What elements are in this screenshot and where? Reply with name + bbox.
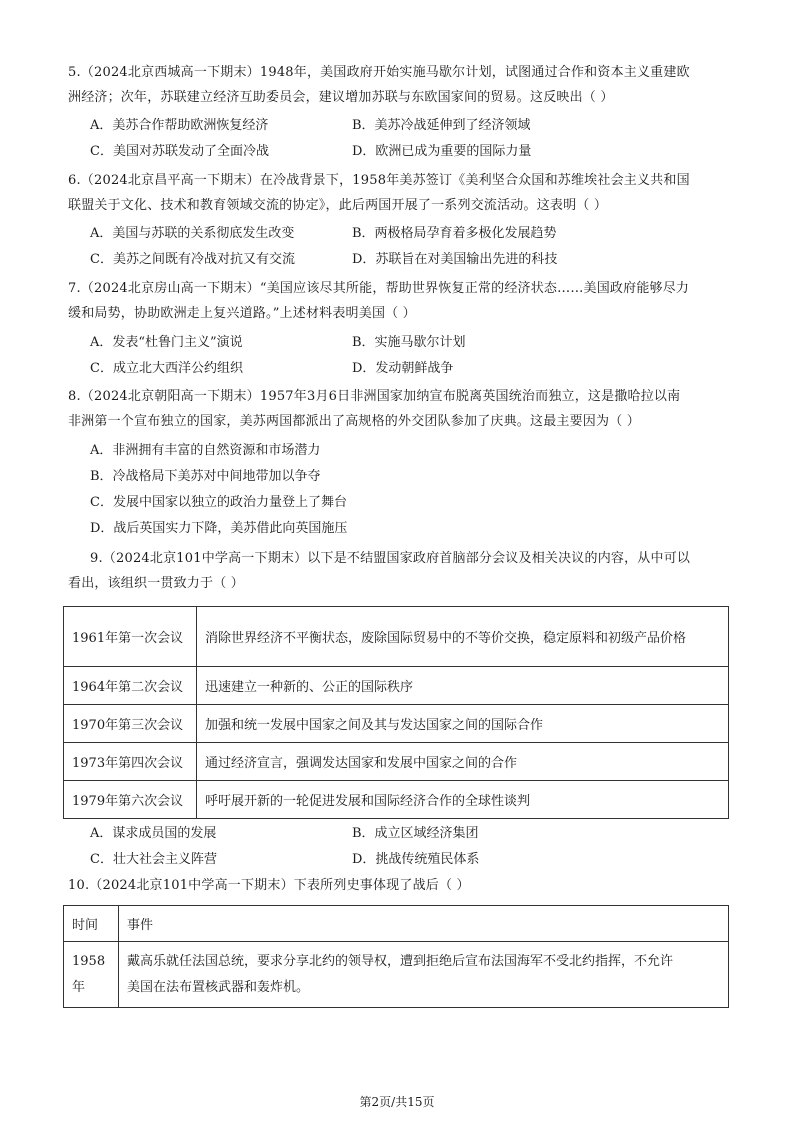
question-10-table bbox=[63, 905, 729, 1008]
option-c: C．壮大社会主义阵营 bbox=[90, 851, 217, 867]
table-row: 1979年第六次会议 呼吁展开新的一轮促进发展和国际经济合作的全球性谈判 bbox=[64, 781, 729, 819]
option-d: D．发动朝鲜战争 bbox=[352, 360, 454, 376]
option-d: D．战后英国实力下降，美苏借此向英国施压 bbox=[90, 520, 348, 536]
table-row: 1958年 戴高乐就任法国总统，要求分享北约的领导权，遭到拒绝后宣布法国海军不受北约指挥，不允许 美国在法布置核武器和轰炸机。 bbox=[64, 942, 729, 1008]
option-a: A．发表“杜鲁门主义”演说 bbox=[90, 334, 243, 350]
option-b: B．实施马歇尔计划 bbox=[352, 334, 466, 350]
question-7-stem: 7.（2024北京房山高一下期末）“美国应该尽其所能，帮助世界恢复正常的经济状态……美国政府能够尽力 缓和局势，协助欧洲走上复兴道路。”上述材料表明美国（ ） bbox=[68, 281, 690, 321]
question-6-stem: 6.（2024北京昌平高一下期末）在冷战背景下，1958年美苏签订《美利坚合众国和苏维埃社会主义共和国 联盟关于文化、技术和教育领域交流的协定》，此后两国开展了一系列交流活动。这表明（ ） bbox=[68, 173, 690, 213]
column-header-event: 事件 bbox=[119, 906, 729, 942]
table-header-row bbox=[64, 906, 729, 942]
option-b: B．成立区域经济集团 bbox=[352, 825, 479, 841]
option-d: D．苏联旨在对美国输出先进的科技 bbox=[352, 251, 558, 267]
question-6-options bbox=[90, 220, 730, 272]
page-number: 第2页/共15页 bbox=[359, 1095, 435, 1109]
question-9-stem: 9.（2024北京101中学高一下期末）以下是不结盟国家政府首脑部分会议及相关决议的内容，从中可以 看出，该组织一贯致力于（ ） bbox=[68, 551, 691, 591]
option-a: A．谋求成员国的发展 bbox=[90, 825, 217, 841]
option-d: D．挑战传统殖民体系 bbox=[352, 851, 480, 867]
option-c: C．发展中国家以独立的政治力量登上了舞台 bbox=[90, 494, 347, 510]
question-5-options bbox=[90, 112, 730, 164]
option-a: A．美国与苏联的关系彻底发生改变 bbox=[90, 225, 295, 241]
table-row: 1961年第一次会议 消除世界经济不平衡状态，废除国际贸易中的不等价交换，稳定原料和初级产品价格 bbox=[64, 607, 729, 667]
table-row: 1964年第二次会议 迅速建立一种新的、公正的国际秩序 bbox=[64, 667, 729, 705]
table-row: 1973年第四次会议 通过经济宣言，强调发达国家和发展中国家之间的合作 bbox=[64, 743, 729, 781]
option-b: B．两极格局孕育着多极化发展趋势 bbox=[352, 225, 557, 241]
question-9-options bbox=[90, 820, 730, 872]
question-7-options bbox=[90, 329, 730, 381]
question-5-stem: 5.（2024北京西城高一下期末）1948年，美国政府开始实施马歇尔计划，试图通过合作和资本主义重建欧 洲经济；次年，苏联建立经济互助委员会，建议增加苏联与东欧国家间的贸易。这反映出（ ） bbox=[68, 65, 690, 105]
option-c: C．成立北大西洋公约组织 bbox=[90, 360, 243, 376]
question-8-stem: 8.（2024北京朝阳高一下期末）1957年3月6日非洲国家加纳宣布脱离英国统治而独立，这是撒哈拉以南 非洲第一个宣布独立的国家，美苏两国都派出了高规格的外交团队参加了庆典。这最主要因为（ ） bbox=[68, 389, 681, 429]
question-10-stem: 10.（2024北京101中学高一下期末）下表所列史事体现了战后（ ） bbox=[68, 878, 470, 893]
table-row: 1970年第三次会议 加强和统一发展中国家之间及其与发达国家之间的国际合作 bbox=[64, 705, 729, 743]
question-8-options bbox=[90, 437, 730, 541]
option-d: D．欧洲已成为重要的国际力量 bbox=[352, 143, 532, 159]
option-a: A．非洲拥有丰富的自然资源和市场潜力 bbox=[90, 442, 321, 458]
option-b: B．冷战格局下美苏对中间地带加以争夺 bbox=[90, 468, 321, 484]
option-a: A．美苏合作帮助欧洲恢复经济 bbox=[90, 117, 269, 133]
option-b: B．美苏冷战延伸到了经济领域 bbox=[352, 117, 531, 133]
option-c: C．美苏之间既有冷战对抗又有交流 bbox=[90, 251, 295, 267]
question-9-table bbox=[63, 606, 729, 819]
option-c: C．美国对苏联发动了全面冷战 bbox=[90, 143, 269, 159]
column-header-time: 时间 bbox=[64, 906, 119, 942]
